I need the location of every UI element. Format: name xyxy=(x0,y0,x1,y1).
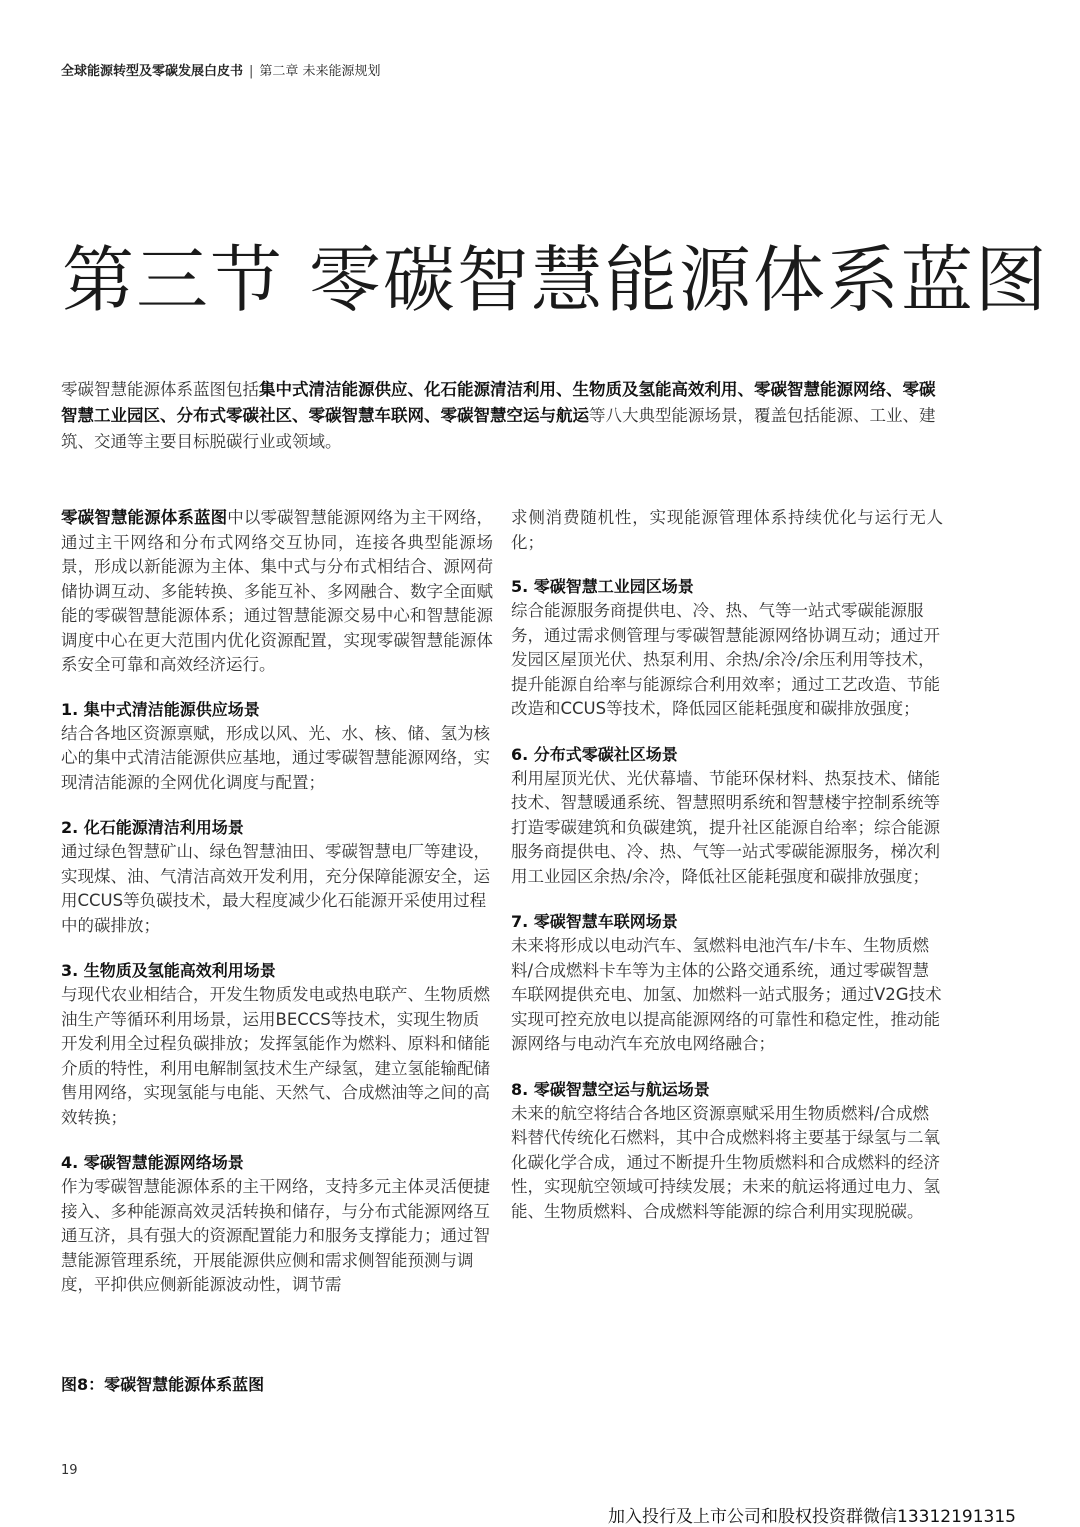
section-title: 4. 零碳智慧能源网络场景 xyxy=(61,1153,244,1172)
intro-scenes: 集中式清洁能源供应、化石能源清洁利用、生物质及氢能高效利用、零碳智慧能源网络、零碳智慧工业园区、分布式零碳社区、零碳智慧车联网、零碳智慧空运与航运 xyxy=(61,380,936,425)
left-column xyxy=(61,506,493,1320)
section-body: 综合能源服务商提供电、冷、热、气等一站式零碳能源服务，通过需求侧管理与零碳智慧能源网络协调互动；通过开发园区屋顶光伏、热泵利用、余热/余冷/余压利用等技术，提升能源自给率与能源综合利用效率；通过工艺改造、节能改造和CCUS等技术，降低园区能耗强度和碳排放强度； xyxy=(511,601,940,718)
section-body: 与现代农业相结合，开发生物质发电或热电联产、生物质燃油生产等循环利用场景，运用BECCS等技术，实现生物质开发利用全过程负碳排放；发挥氢能作为燃料、原料和储能介质的特性，利用电解制氢技术生产绿氢，建立氢能输配储售用网络，实现氢能与电能、天然气、合成燃油等之间的高效转换； xyxy=(61,985,490,1127)
section-title: 3. 生物质及氢能高效利用场景 xyxy=(61,961,276,980)
section-title: 2. 化石能源清洁利用场景 xyxy=(61,818,244,837)
continuation-paragraph: 求侧消费随机性，实现能源管理体系持续优化与运行无人化； xyxy=(511,508,943,552)
intro-paragraph xyxy=(61,377,946,455)
section-6 xyxy=(511,744,943,890)
section-8 xyxy=(511,1079,943,1225)
footer-watermark-text: 加入投行及上市公司和股权投资群微信13312191315 xyxy=(608,1507,1016,1527)
section-body: 作为零碳智慧能源体系的主干网络，支持多元主体灵活便捷接入、多种能源高效灵活转换和储存，与分布式能源网络互通互济，具有强大的资源配置能力和服务支撑能力；通过智慧能源管理系统，开展能源供应侧和需求侧智能预测与调度，平抑供应侧新能源波动性，调节需 xyxy=(61,1177,490,1294)
right-column xyxy=(511,506,943,1246)
section-2 xyxy=(61,817,493,938)
running-header xyxy=(61,60,381,79)
header-title: 全球能源转型及零碳发展白皮书 xyxy=(61,64,244,79)
section-body: 未来将形成以电动汽车、氢燃料电池汽车/卡车、生物质燃料/合成燃料卡车等为主体的公路交通系统，通过零碳智慧车联网提供充电、加氢、加燃料一站式服务；通过V2G技术实现可控充放电以提高能源网络的可靠性和稳定性，推动能源网络与电动汽车充放电网络融合； xyxy=(511,936,942,1053)
section-body: 通过绿色智慧矿山、绿色智慧油田、零碳智慧电厂等建设，实现煤、油、气清洁高效开发利用，充分保障能源安全，运用CCUS等负碳技术，最大程度减少化石能源开采使用过程中的碳排放； xyxy=(61,842,490,935)
overview-lead: 零碳智慧能源体系蓝图 xyxy=(61,508,228,527)
section-4 xyxy=(61,1152,493,1298)
section-body: 未来的航空将结合各地区资源禀赋采用生物质燃料/合成燃料替代传统化石燃料，其中合成燃料将主要基于绿氢与二氧化碳化学合成，通过不断提升生物质燃料和合成燃料的经济性，实现航空领域可持续发展；未来的航运将通过电力、氢能、生物质燃料、合成燃料等能源的综合利用实现脱碳。 xyxy=(511,1103,940,1221)
page-number: 19 xyxy=(61,1463,78,1478)
section-title: 8. 零碳智慧空运与航运场景 xyxy=(511,1079,710,1099)
section-title: 6. 分布式零碳社区场景 xyxy=(511,744,678,764)
header-chapter: 第二章 未来能源规划 xyxy=(259,64,381,79)
overview-paragraph xyxy=(61,506,493,678)
section-5 xyxy=(511,576,943,722)
section-1 xyxy=(61,699,493,796)
section-body: 结合各地区资源禀赋，形成以风、光、水、核、储、氢为核心的集中式清洁能源供应基地，通过零碳智慧能源网络，实现清洁能源的全网优化调度与配置； xyxy=(61,723,490,792)
header-separator: | xyxy=(249,64,254,79)
section-7 xyxy=(511,911,943,1057)
section-title: 1. 集中式清洁能源供应场景 xyxy=(61,699,260,719)
section-body: 利用屋顶光伏、光伏幕墙、节能环保材料、热泵技术、储能技术、智慧暖通系统、智慧照明系统和智慧楼宇控制系统等打造零碳建筑和负碳建筑，提升社区能源自给率；综合能源服务商提供电、冷、热、气等一站式零碳能源服务，梯次利用工业园区余热/余冷，降低社区能耗强度和碳排放强度； xyxy=(511,768,940,886)
intro-prefix: 零碳智慧能源体系蓝图包括 xyxy=(61,380,259,399)
figure-caption: 图8：零碳智慧能源体系蓝图 xyxy=(61,1375,265,1394)
section-title: 5. 零碳智慧工业园区场景 xyxy=(511,577,694,596)
page-title: 第三节 零碳智慧能源体系蓝图 xyxy=(62,238,1049,322)
section-title: 7. 零碳智慧车联网场景 xyxy=(511,912,678,931)
intro-suffix: 等八大典型能源场景，覆盖包括能源、工业、建筑、交通等主要目标脱碳行业或领域。 xyxy=(61,406,936,451)
overview-text: 中以零碳智慧能源网络为主干网络，通过主干网络和分布式网络交互协同，连接各典型能源场景，形成以新能源为主体、集中式与分布式相结合、源网荷储协调互动、多能转换、多能互补、多网融合、数字全面赋能的零碳智慧能源体系；通过智慧能源交易中心和智慧能源调度中心在更大范围内优化资源配置，实现零碳智慧能源体系安全可靠和高效经济运行。 xyxy=(61,508,494,674)
section-3 xyxy=(61,960,493,1130)
